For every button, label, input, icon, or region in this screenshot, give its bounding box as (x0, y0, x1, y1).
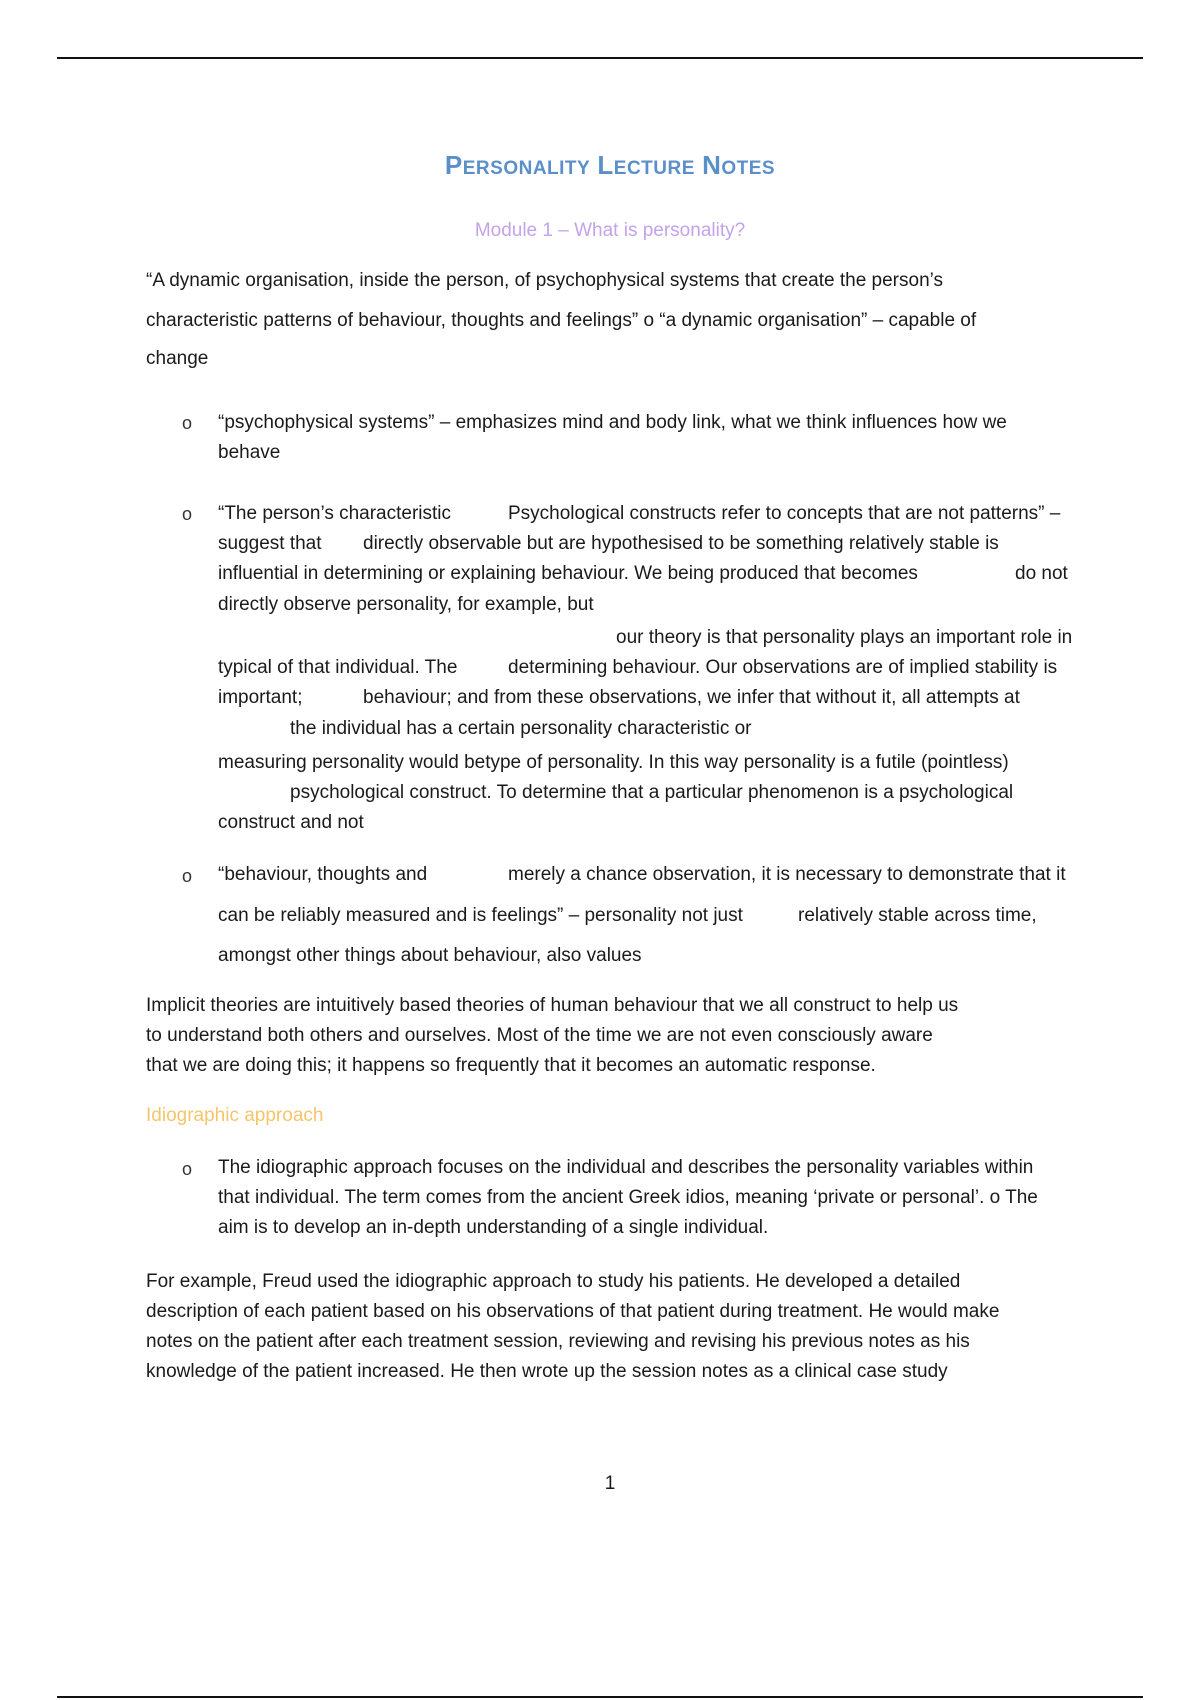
bullet3-line-1a: “behaviour, thoughts and (218, 864, 428, 885)
intro-line-3: change (146, 348, 209, 369)
title-cap-2: L (597, 150, 614, 180)
bullet3-line-1b: merely a chance observation, it is necessary to demonstrate that it (508, 864, 1066, 885)
bullet2-line-1a: “The person’s characteristic (218, 503, 452, 524)
bullet2-line-4: directly observe personality, for example, but (218, 594, 594, 615)
bullet4-line-3: aim is to develop an in-depth understanding of a single individual. (218, 1217, 769, 1238)
bullet2-line-5: our theory is that personality plays an important role in (616, 627, 1073, 648)
bullet1-line-1: “psychophysical systems” – emphasizes mind and body link, what we think influences how we (218, 412, 1007, 433)
bullet2-line-6a: typical of that individual. The (218, 657, 458, 678)
bullet4-line-1: The idiographic approach focuses on the individual and describes the personality variables within (218, 1157, 1034, 1178)
bullet2-line-2a: suggest that (218, 533, 322, 554)
idiographic-heading: Idiographic approach (146, 1105, 324, 1126)
bullet2-line-8: the individual has a certain personality characteristic or (290, 718, 752, 739)
footer-rule (57, 1696, 1143, 1698)
bullet-marker-4: o (182, 1159, 193, 1179)
bullet-marker-2: o (182, 504, 193, 524)
bullet-marker-1: o (182, 413, 193, 433)
freud-line-1: For example, Freud used the idiographic approach to study his patients. He developed a detailed (146, 1271, 961, 1292)
header-rule (57, 57, 1143, 59)
bullet3-line-2a: can be reliably measured and is feelings” – personality not just (218, 905, 743, 926)
freud-line-2: description of each patient based on his observations of that patient during treatment. He would make (146, 1301, 1000, 1322)
bullet2-line-9: measuring personality would betype of personality. In this way personality is a futile (pointless) (218, 752, 1009, 773)
title-rest-3: OTES (721, 158, 776, 179)
implicit-line-2: to understand both others and ourselves. Most of the time we are not even consciously aware (146, 1025, 933, 1046)
bullet1-line-2: behave (218, 442, 281, 463)
bullet-marker-3: o (182, 866, 193, 886)
title-rest-1: ERSONALITY (462, 158, 591, 179)
intro-line-2: characteristic patterns of behaviour, thoughts and feelings” o “a dynamic organisation” – capable of (146, 310, 977, 331)
bullet2-line-2b: directly observable but are hypothesised to be something relatively stable is (363, 533, 999, 554)
bullet2-line-7b: behaviour; and from these observations, we infer that without it, all attempts at (363, 687, 1020, 708)
title-cap-3: N (702, 150, 722, 180)
intro-line-1: “A dynamic organisation, inside the person, of psychophysical systems that create the person’s (146, 270, 944, 291)
bullet2-line-6b: determining behaviour. Our observations are of implied stability is (508, 657, 1058, 678)
bullet4-line-2: that individual. The term comes from the ancient Greek idios, meaning ‘private or personal’. o The (218, 1187, 1038, 1208)
bullet2-line-10: psychological construct. To determine that a particular phenomenon is a psychological (290, 782, 1014, 803)
implicit-line-3: that we are doing this; it happens so frequently that it becomes an automatic response. (146, 1055, 876, 1076)
module-subtitle: Module 1 – What is personality? (474, 220, 746, 241)
bullet2-line-1b: Psychological constructs refer to concepts that are not patterns” – (508, 503, 1061, 524)
page-title (0, 150, 1200, 181)
bullet3-line-2b: relatively stable across time, (798, 905, 1037, 926)
page-number: 1 (604, 1473, 616, 1494)
implicit-line-1: Implicit theories are intuitively based theories of human behaviour that we all construct to help us (146, 995, 959, 1016)
freud-line-3: notes on the patient after each treatment session, reviewing and revising his previous notes as his (146, 1331, 970, 1352)
title-cap-1: P (444, 150, 463, 180)
bullet2-line-7a: important; (218, 687, 303, 708)
bullet2-line-11: construct and not (218, 812, 364, 833)
freud-line-4: knowledge of the patient increased. He then wrote up the session notes as a clinical case study (146, 1361, 948, 1382)
bullet2-line-3b: do not (1015, 563, 1068, 584)
title-rest-2: ECTURE (613, 158, 695, 179)
bullet2-line-3a: influential in determining or explaining behaviour. We being produced that becomes (218, 563, 918, 584)
bullet3-line-3: amongst other things about behaviour, also values (218, 945, 642, 966)
